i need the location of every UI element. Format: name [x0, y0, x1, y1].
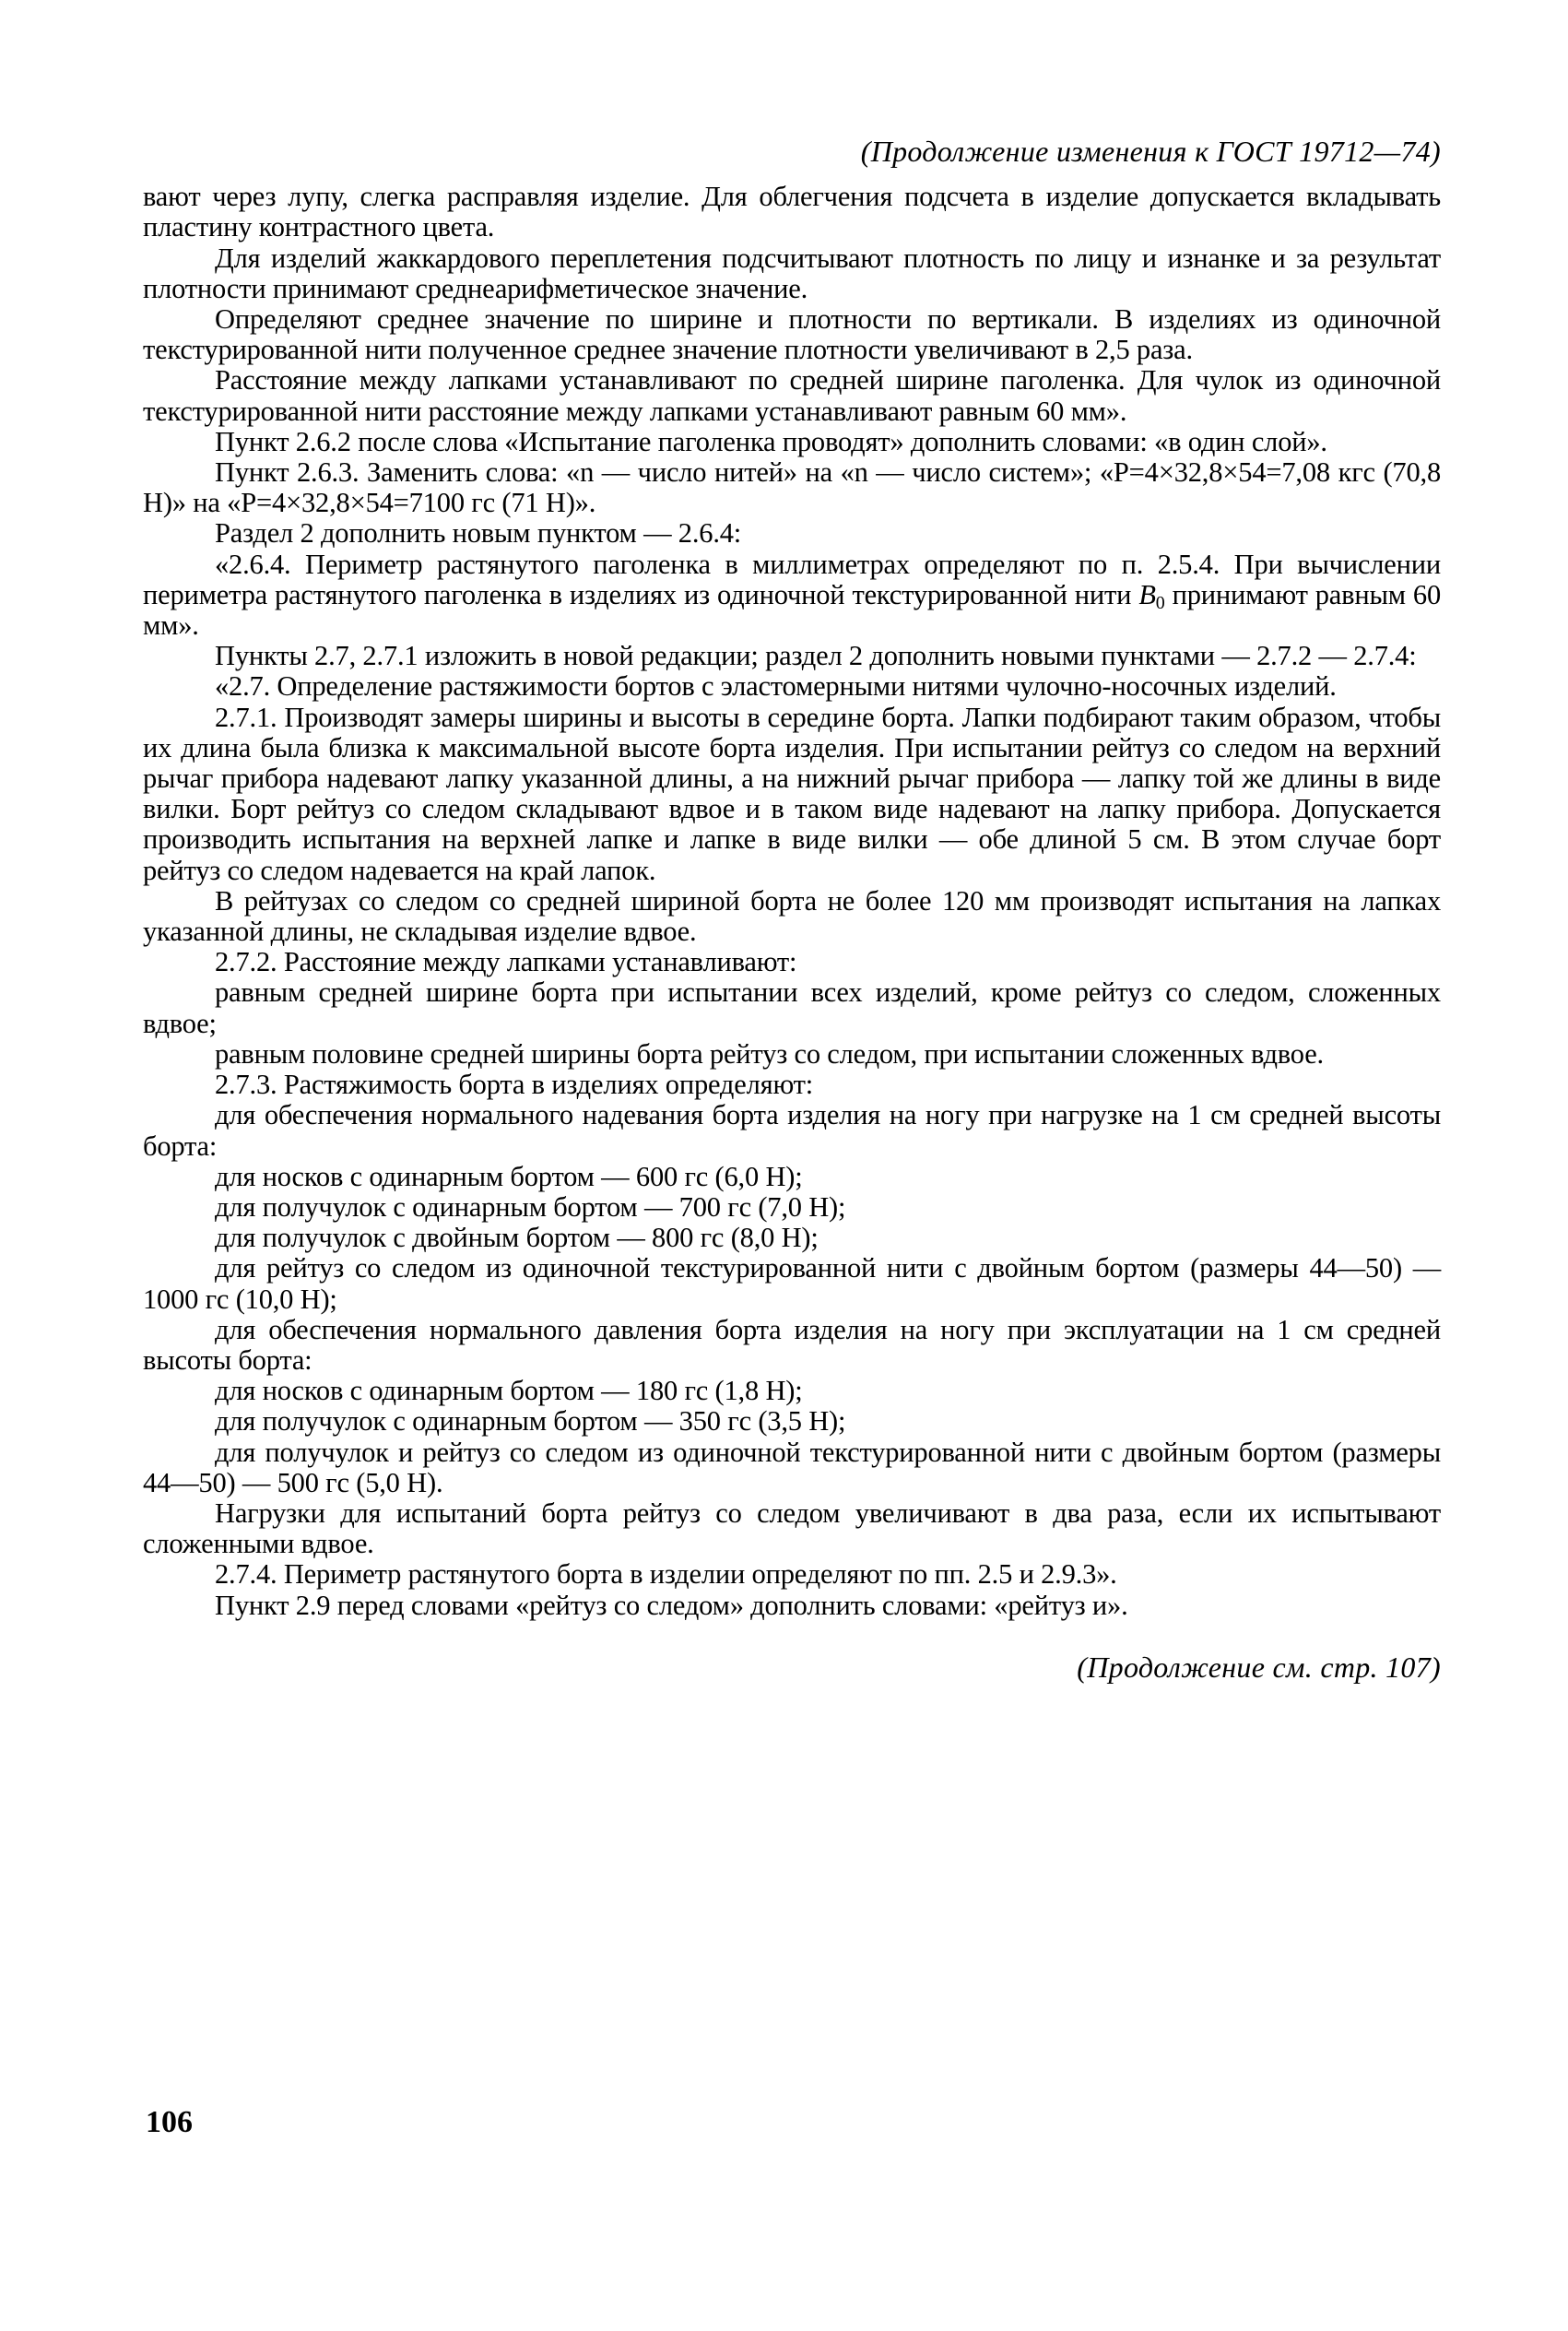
continuation-note: (Продолжение см. стр. 107) [1077, 1650, 1441, 1684]
subscript: 0 [1155, 592, 1165, 613]
paragraph: Для изделий жаккардового переплетения подсчитывают плотность по лицу и изнанке и за результат плотности принимают среднеарифметическое значение. [143, 242, 1441, 304]
list-item: для носков с одинарным бортом — 600 гс (6,0 Н); [215, 1160, 803, 1192]
paragraph-with-formula [143, 550, 1441, 642]
list-item: для получулок и рейтуз со следом из одиночной текстурированной нити с двойным бортом (размеры 44—50) — 500 гс (5,0 Н). [143, 1436, 1441, 1498]
list-item: для рейтуз со следом из одиночной текстурированной нити с двойным бортом (размеры 44—50) — 1000 гс (10,0 Н); [143, 1252, 1441, 1315]
paragraph-text: принимают равным 60 мм». [143, 578, 1442, 642]
list-item: для носков с одинарным бортом — 180 гс (1,8 Н); [215, 1375, 803, 1407]
list-item: равным средней ширине борта при испытании всех изделий, кроме рейтуз со следом, сложенных вдвое; [143, 976, 1441, 1039]
paragraph: 2.7.1. Производят замеры ширины и высоты в середине борта. Лапки подбирают таким образом, чтобы их длина была близка к максимальной высоте борта изделия. При испытании рейтуз со следом на верхний рычаг прибора надевают лапку указанной длины, а на нижний рычаг прибора — лапку той же длины в виде вилки. Борт рейтуз со следом складывают вдвое и в таком виде надевают на лапку прибора. Допускается производить испытания на верхней лапке и лапке в виде вилки — обе длиной 5 см. В этом случае борт рейтуз со следом надевается на край лапок. [143, 701, 1441, 886]
paragraph-text: «2.6.4. Периметр растянутого паголенка в миллиметрах определяют по п. 2.5.4. При вычислении периметра растянутого паголенка в изделиях из одиночной текстурированной нити [143, 548, 1441, 610]
paragraph: 2.7.2. Расстояние между лапками устанавливают: [215, 946, 797, 978]
paragraph: Пункт 2.6.2 после слова «Испытание паголенка проводят» дополнить словами: «в один слой». [215, 425, 1327, 457]
body-text [143, 182, 1441, 1621]
symbol: B [1138, 578, 1156, 610]
paragraph: 2.7.4. Периметр растянутого борта в изделии определяют по пп. 2.5 и 2.9.3». [215, 1558, 1117, 1591]
page-number: 106 [146, 2105, 193, 2139]
paragraph: Расстояние между лапками устанавливают по средней ширине паголенка. Для чулок из одиночной текстурированной нити расстояние между лапками устанавливают равным 60 мм». [143, 364, 1441, 427]
list-item: равным половине средней ширины борта рейтуз со следом, при испытании сложенных вдвое. [215, 1037, 1324, 1070]
paragraph: Нагрузки для испытаний борта рейтуз со следом увеличивают в два раза, если их испытывают сложенными вдвое. [143, 1497, 1441, 1560]
paragraph: вают через лупу, слегка расправляя изделие. Для облегчения подсчета в изделие допускается вкладывать пластину контрастного цвета. [143, 181, 1441, 243]
paragraph: 2.7.3. Растяжимость борта в изделиях определяют: [215, 1069, 814, 1101]
list-item: для получулок с одинарным бортом — 700 гс (7,0 Н); [215, 1190, 846, 1223]
paragraph: Пункты 2.7, 2.7.1 изложить в новой редакции; раздел 2 дополнить новыми пунктами — 2.7.2 — 2.7.4: [215, 640, 1417, 672]
list-item: для получулок с одинарным бортом — 350 гс (3,5 Н); [215, 1405, 846, 1438]
running-header: (Продолжение изменения к ГОСТ 19712—74) [860, 135, 1441, 168]
paragraph: Пункт 2.6.3. Заменить слова: «n — число нитей» на «n — число систем»; «P=4×32,8×54=7,08 кгс (70,8 Н)» на «P=4×32,8×54=7100 гс (71 Н)». [143, 456, 1441, 519]
paragraph: Пункт 2.9 перед словами «рейтуз со следом» дополнить словами: «рейтуз и». [215, 1589, 1128, 1621]
paragraph: В рейтузах со следом со средней шириной борта не более 120 мм производят испытания на лапках указанной длины, не складывая изделие вдвое. [143, 884, 1441, 948]
document-page [143, 136, 1441, 1683]
list-item: для получулок с двойным бортом — 800 гс (8,0 Н); [215, 1222, 819, 1254]
list-item: для обеспечения нормального надевания борта изделия на ногу при нагрузке на 1 см средней высоты борта: [143, 1099, 1441, 1162]
paragraph: Раздел 2 дополнить новым пунктом — 2.6.4: [215, 517, 742, 550]
section-heading: «2.7. Определение растяжимости бортов с эластомерными нитями чулочно-носочных изделий. [215, 670, 1337, 703]
list-item: для обеспечения нормального давления борта изделия на ногу при эксплуатации на 1 см средней высоты борта: [143, 1313, 1441, 1376]
paragraph: Определяют среднее значение по ширине и плотности по вертикали. В изделиях из одиночной текстурированной нити полученное среднее значение плотности увеличивают в 2,5 раза. [143, 303, 1441, 366]
